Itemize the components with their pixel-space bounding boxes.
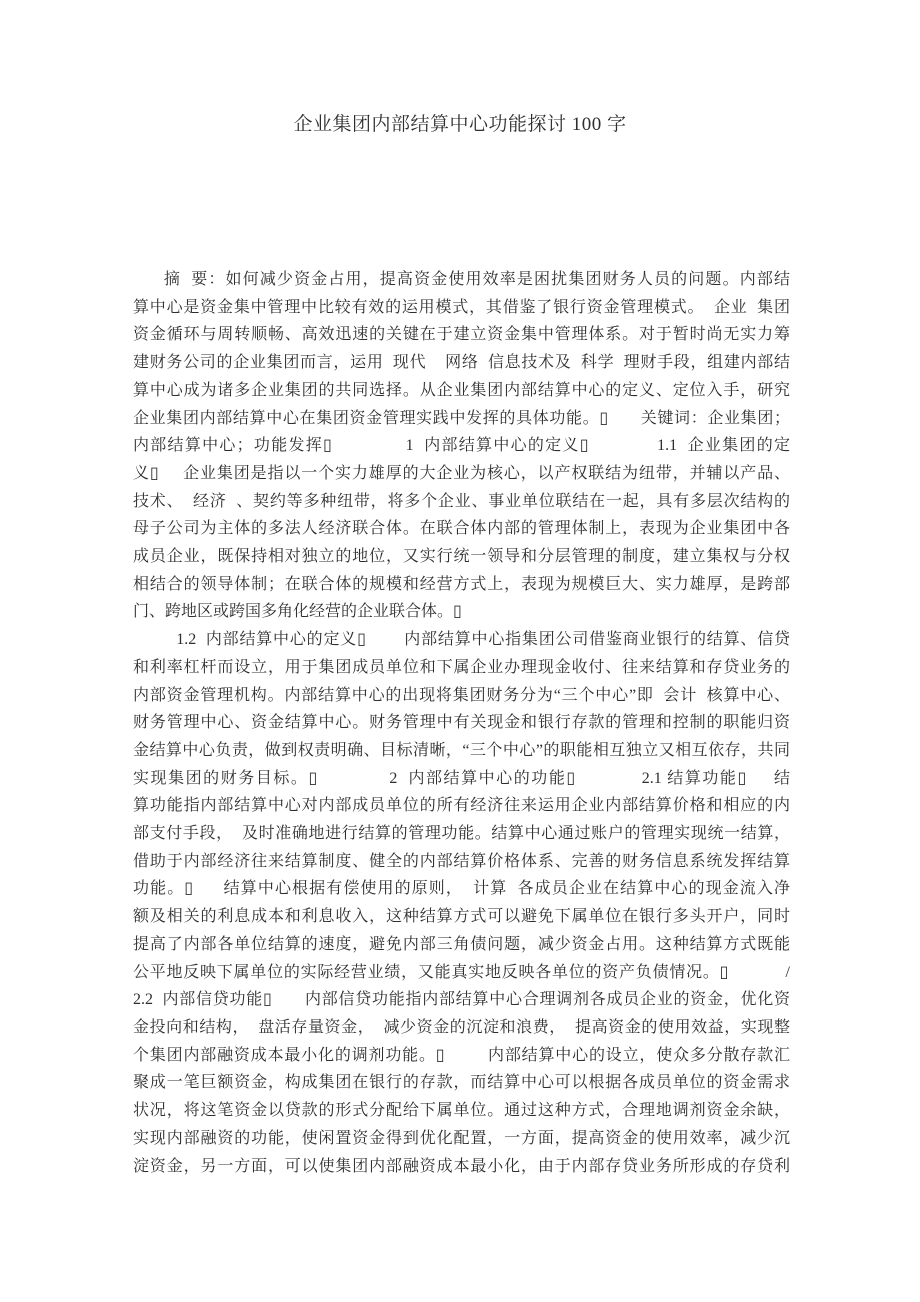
text-line: 成员企业，既保持相对独立的地位，又实行统一领导和分层管理的制度，建立集权与分权 [133,548,790,566]
text-line: 1.2 内部结算中心的定义▯ 内部结算中心指集团公司借鉴商业银行的结算、信贷 [133,631,790,649]
text-line: 2.2 内部信贷功能▯ 内部信贷功能指内部结算中心合理调剂各成员企业的资金，优化资 [133,991,790,1009]
text-line: 母子公司为主体的多法人经济联合体。在联合体内部的管理体制上，表现为企业集团中各 [133,520,790,538]
text-line: 实现集团的财务目标。▯ 2 内部结算中心的功能▯ 2.1 结算功能▯ 结 [133,769,790,787]
text-line: 摘 要：如何减少资金占用，提高资金使用效率是困扰集团财务人员的问题。内部结 [133,271,790,288]
text-line: 实现内部融资的功能，使闲置资金得到优化配置，一方面，提高资金的使用效率，减少沉 [133,1129,790,1147]
text-line: 算中心是资金集中管理中比较有效的运用模式，其借鉴了银行资金管理模式。 企业 集团 [133,298,790,316]
text-line: 提高了内部各单位结算的速度，避免内部三角债问题，减少资金占用。这种结算方式既能 [133,935,790,953]
text-line: 内部资金管理机构。内部结算中心的出现将集团财务分为“三个中心”即 会计 核算中心、 [133,686,790,704]
text-line: 和利率杠杆而设立，用于集团成员单位和下属企业办理现金收付、往来结算和存贷业务的 [133,658,790,676]
text-line: 门、跨地区或跨国多角化经营的企业联合体。▯ [133,603,462,621]
text-line: 财务管理中心、资金结算中心。财务管理中有关现金和银行存款的管理和控制的职能归资 [133,714,790,732]
text-line: 状况，将这笔资金以贷款的形式分配给下属单位。通过这种方式，合理地调剂资金余缺， [133,1102,790,1120]
document-title: 企业集团内部结算中心功能探讨 100 字 [293,114,627,135]
text-line: 金结算中心负责，做到权责明确、目标清晰，“三个中心”的职能相互独立又相互依存，共同 [133,741,790,759]
text-line: 公平地反映下属单位的实际经营业绩，又能真实地反映各单位的资产负债情况。▯ / [133,963,790,981]
text-line: 内部结算中心；功能发挥▯ 1 内部结算中心的定义▯ 1.1 企业集团的定 [133,437,790,455]
text-line: 建财务公司的企业集团而言，运用 现代 网络 信息技术及 科学 理财手段，组建内部结 [133,354,790,372]
text-line: 义▯ 企业集团是指以一个实力雄厚的大企业为核心，以产权联结为纽带，并辅以产品、 [133,464,790,482]
text-line: 功能。▯ 结算中心根据有偿使用的原则， 计算 各成员企业在结算中心的现金流入净 [133,880,790,898]
text-line: 额及相关的利息成本和利息收入，这种结算方式可以避免下属单位在银行多头开户，同时 [133,908,790,926]
text-line: 金投向和结构， 盘活存量资金， 减少资金的沉淀和浪费， 提高资金的使用效益，实现整 [133,1018,790,1036]
text-line: 部支付手段， 及时准确地进行结算的管理功能。结算中心通过账户的管理实现统一结算， [133,825,790,843]
text-line: 相结合的领导体制；在联合体的规模和经营方式上，表现为规模巨大、实力雄厚，是跨部 [133,575,790,593]
text-line: 聚成一笔巨额资金，构成集团在银行的存款，而结算中心可以根据各成员单位的资金需求 [133,1074,790,1092]
text-line: 资金循环与周转顺畅、高效迅速的关键在于建立资金集中管理体系。对于暂时尚无实力筹 [133,326,790,344]
text-line: 淀资金，另一方面，可以使集团内部融资成本最小化，由于内部存贷业务所形成的存贷利 [133,1157,790,1175]
text-line: 算中心成为诸多企业集团的共同选择。从企业集团内部结算中心的定义、定位入手，研究 [133,381,790,399]
text-line: 企业集团内部结算中心在集团资金管理实践中发挥的具体功能。▯ 关键词：企业集团； [133,409,790,427]
text-line: 个集团内部融资成本最小化的调剂功能。▯ 内部结算中心的设立，使众多分散存款汇 [133,1046,790,1064]
text-line: 算功能指内部结算中心对内部成员单位的所有经济往来运用企业内部结算价格和相应的内 [133,797,790,815]
text-line: 技术、 经济 、契约等多种纽带，将多个企业、事业单位联结在一起，具有多层次结构的 [133,492,790,510]
document-body [133,266,790,1180]
text-line: 借助于内部经济往来结算制度、健全的内部结算价格体系、完善的财务信息系统发挥结算 [133,852,790,870]
